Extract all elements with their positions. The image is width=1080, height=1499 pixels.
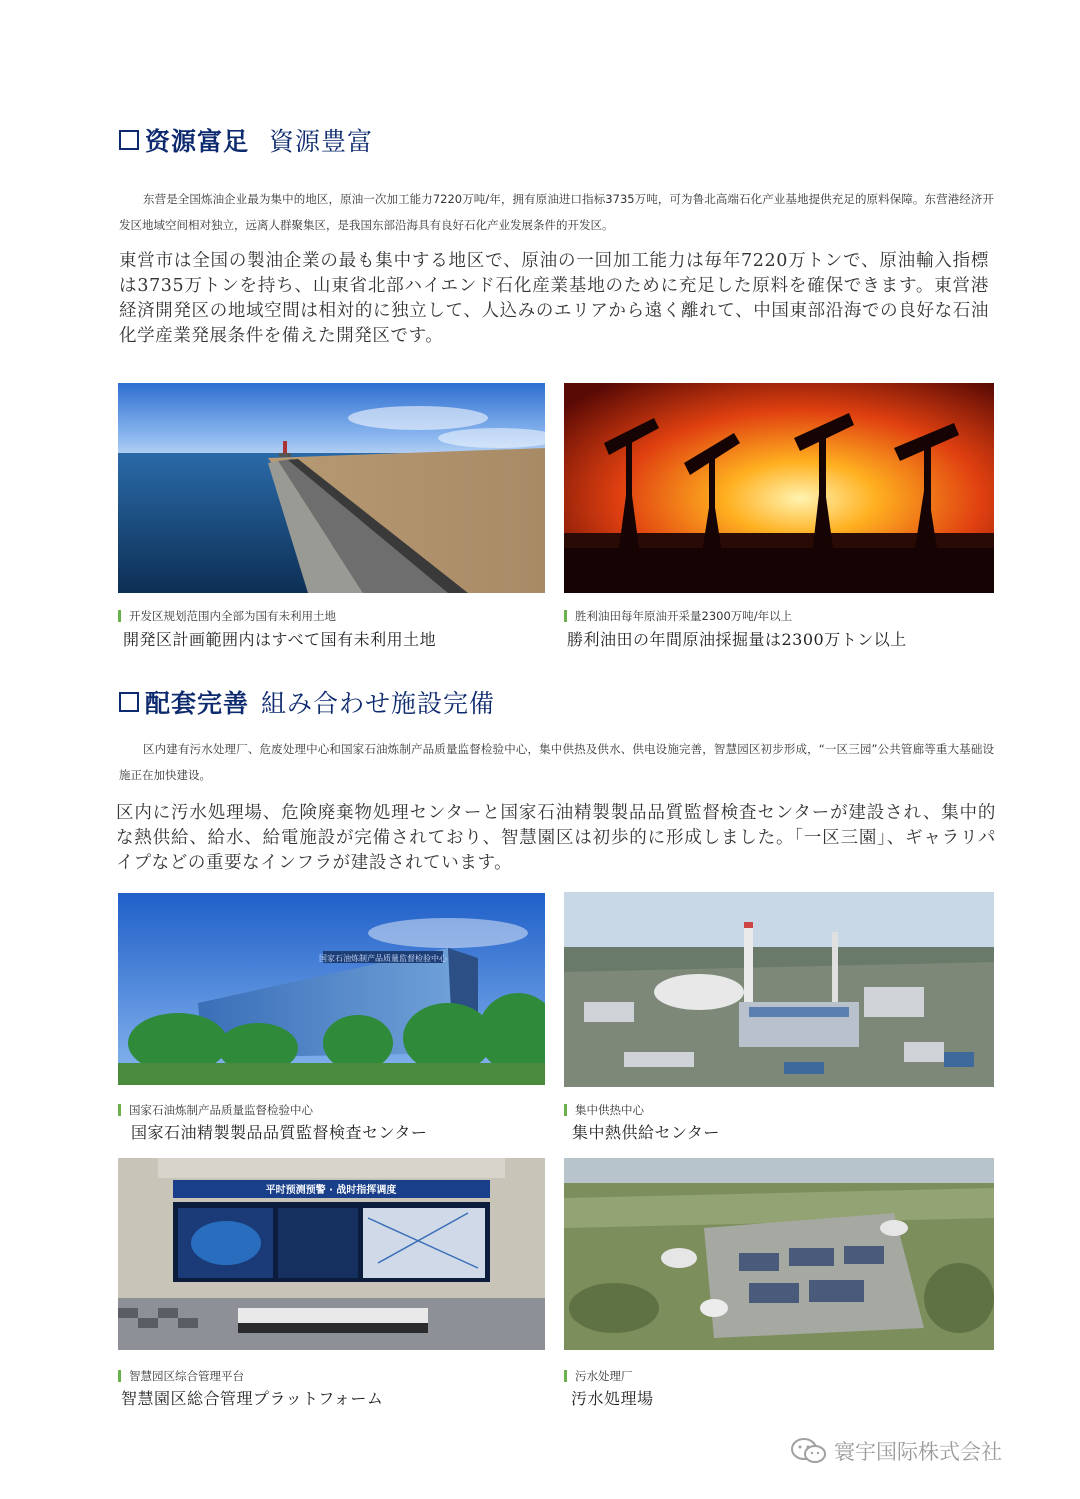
photo-inspection-center <box>118 893 545 1085</box>
photo-caption-cn: 集中供热中心 <box>564 1102 644 1118</box>
caption-bar-icon <box>118 1370 121 1382</box>
photo-caption-cn: 智慧园区综合管理平台 <box>118 1368 244 1384</box>
heading-jp: 資源豊富 <box>269 127 374 156</box>
watermark <box>790 1436 1002 1466</box>
building-sign-text: 国家石油炼制产品质量监督检验中心 <box>319 954 447 963</box>
caption-bar-icon <box>118 1104 121 1116</box>
heading-jp: 組み合わせ施設完備 <box>261 689 496 718</box>
section-heading-resources <box>119 122 373 158</box>
wechat-icon <box>790 1437 828 1465</box>
photo-caption-cn: 污水处理厂 <box>564 1368 633 1384</box>
photo-caption-jp: 勝利油田の年間原油採掘量は2300万トン以上 <box>567 630 907 649</box>
paragraph-cn: 区内建有污水处理厂、危废处理中心和国家石油炼制产品质量监督检验中心，集中供热及供水、供电设施完善，智慧园区初步形成，“一区三园”公共管廊等重大基础设施正在加快建设。 <box>119 742 994 782</box>
caption-bar-icon <box>118 610 121 622</box>
photo-caption-cn: 胜利油田每年原油开采量2300万吨/年以上 <box>564 608 792 624</box>
heading-cn: 资源富足 <box>145 127 250 156</box>
control-room-banner-text: 平时预测预警 · 战时指挥调度 <box>265 1185 397 1196</box>
photo-coastal-road <box>118 383 545 593</box>
photo-oil-pumps-sunset <box>564 383 994 593</box>
photo-caption-jp: 開発区計画範囲内はすべて国有未利用土地 <box>123 630 437 649</box>
paragraph-cn: 东营是全国炼油企业最为集中的地区，原油一次加工能力7220万吨/年，拥有原油进口指标3735万吨，可为鲁北高端石化产业基地提供充足的原料保障。东营港经济开发区地域空间相对独立，远离人群聚集区，是我国东部沿海具有良好石化产业发展条件的开发区。 <box>119 192 994 232</box>
photo-caption-jp: 国家石油精製製品品質監督検査センター <box>131 1123 428 1142</box>
photo-control-room <box>118 1158 545 1350</box>
caption-bar-icon <box>564 1104 567 1116</box>
photo-caption-jp: 集中熱供給センター <box>572 1123 720 1142</box>
photo-sewage-plant <box>564 1158 994 1350</box>
checkbox-square-icon <box>119 692 139 712</box>
photo-heating-center <box>564 892 994 1087</box>
caption-bar-icon <box>564 610 567 622</box>
photo-caption-jp: 汚水処理場 <box>571 1389 654 1408</box>
paragraph-jp: 東営市は全国の製油企業の最も集中する地区で、原油の一回加工能力は毎年7220万トンで、原油輸入指標は3735万トンを持ち、山東省北部ハイエンド石化産業基地のために充足した原料を確保できます。東営港経済開発区の地域空間は相対的に独立して、人込みのエリアから遠く離れて、中国東部沿海での良好な石油化学産業発展条件を備えた開発区です。 <box>119 251 989 346</box>
photo-caption-cn: 国家石油炼制产品质量监督检验中心 <box>118 1102 313 1118</box>
photo-caption-jp: 智慧園区総合管理プラットフォーム <box>121 1389 384 1408</box>
watermark-text: 寰宇国际株式会社 <box>834 1440 1002 1464</box>
caption-bar-icon <box>564 1370 567 1382</box>
checkbox-square-icon <box>119 130 139 150</box>
heading-cn: 配套完善 <box>145 689 250 718</box>
section-heading-facilities <box>119 684 495 720</box>
photo-caption-cn: 开发区规划范围内全部为国有未利用土地 <box>118 608 336 624</box>
paragraph-jp: 区内に汚水処理場、危険廃棄物処理センターと国家石油精製製品品質監督検査センターが建設され、集中的な熱供給、給水、給電施設が完備されており、智慧園区は初歩的に形成しました。「一区三園」、ギャラリパイプなどの重要なインフラが建設されています。 <box>116 803 996 873</box>
